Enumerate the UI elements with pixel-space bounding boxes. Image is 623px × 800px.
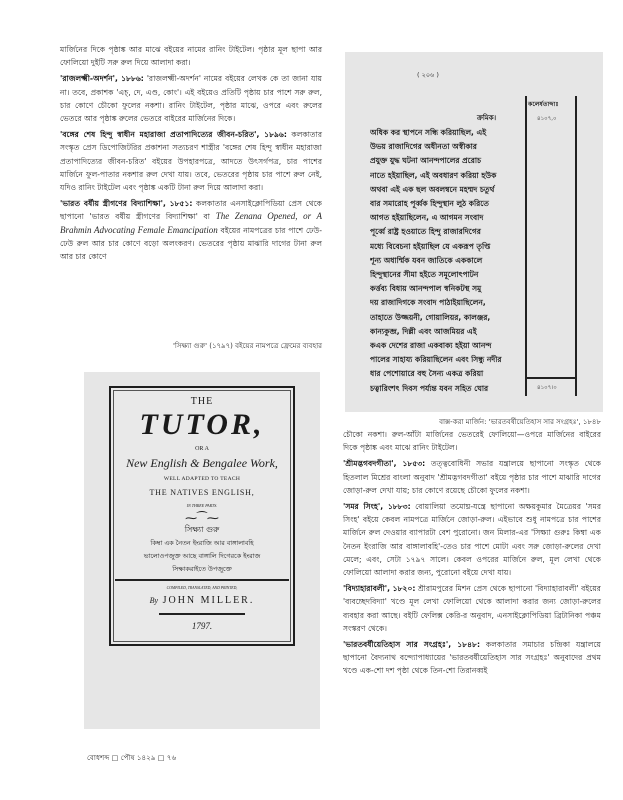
entry-title: 'ভারতবর্ষীয়েতিহাস সার সংগ্রহঃ', ১৮৪৮: (343, 640, 480, 650)
scan-text-line: হিন্দুস্থানের সীমা হইতে সমূলোৎপাটন (370, 270, 479, 280)
scan-text-line: চত্বারিংশৎ দিবস পর্য্যন্ত যবন সহিত ঘোর (370, 383, 489, 393)
short-rule (159, 613, 245, 615)
margin-box-right-rule (575, 96, 577, 396)
entry-title: 'ভারত বর্ষীয় স্ত্রীগণের বিদ্যাশিক্ষা', ১৮৫১: (60, 199, 193, 209)
footer-separator-icon: □ (111, 753, 119, 762)
scan-text-line: কর্ত্তব্য বিধায় আনন্দপাল স্বনিকটস্থ সমু (370, 284, 482, 294)
footer-separator-icon: □ (157, 753, 165, 762)
paragraph-intro: মার্জিনের দিকে পৃষ্ঠাঙ্ক আর মাঝে বইয়ের নামের রানিং টাইটেল। পৃষ্ঠার মূল ছাপা আর ফোলিয়ো দুইটি সরু রুল দিয়ে আলাদা করা। (60, 45, 322, 68)
entry-title: 'সমর সিংহ', ১৮৮৩: (343, 502, 411, 512)
scan-parts: IN THREE PARTS. (186, 503, 218, 508)
scan-text-line: অধিক কর স্থাপনে সন্ধি করিয়াছিল, এই (370, 128, 487, 137)
scan-compiled: COMPILED, TRANSLATED, AND PRINTED, (166, 586, 238, 590)
scan-subtitle: New English & Bengalee Work, (126, 456, 278, 470)
scan-text-line: কান্যকুব্জ, দিল্লী এবং আজমিয়র এই (370, 326, 477, 336)
footer-magazine: বোধশব্দ (87, 753, 110, 762)
scan-body-text (370, 126, 523, 396)
scan-bengali-line1: কিম্বা এক নৈতন ইংরাজি আর বাঙ্গালাবহি (150, 539, 254, 547)
scan-text-line: বার সমারোহ পূর্ব্বক হিন্দুস্থান লুঠ করিতে (370, 199, 489, 209)
entry-title: 'বিদ্যাহারাবলী', ১৮২০: (343, 584, 416, 594)
scan-natives: THE NATIVES ENGLISH, (149, 488, 255, 497)
paragraph-samar-singha: 'সমর সিংহ', ১৮৮৩: বোয়ালিয়া তমোঘ্ন-যন্ত্রে ছাপানো অক্ষয়কুমার মৈত্রেয়র 'সমর সিংহ' বইয়ে কেবল নামপত্রে মার্জিনে জোড়া-রুল। এইভাবে শুধু নামপত্রে চার পাশের মার্জিনে রুল দেওয়ার ব্যাপারটা বেশ পুরোনো। জন মিলার-এর 'সিক্ষ্যা গুরুঃ কিম্বা এক নৈতন ইংরাজি আর বাঙ্গালাবহি'-তেও চার পাশে মোটা এবং সরু জোড়া-রুলের দেখা মেলে; এবং, সেটা ১৭৯৭ সালে। কেবল ওপরের মার্জিনে রুল, মূল লেখা থেকে ফোলিয়ো আলাদা করার জন্য, পুরোনো বইয়ে দেখা যায়। (343, 502, 601, 578)
scan-text-line: মধ্যে বিবেচনা হইয়াছিল যে একরূপ তৃপ্তি (370, 241, 491, 251)
flourish-ornament: ⁓⁀⁓ (185, 511, 219, 525)
scan-bengali-line3: সিক্ষাকরাইতে উপজুক্তে (172, 565, 232, 573)
paragraph-bharatbarshiyetihas: 'ভারতবর্ষীয়েতিহাস সার সংগ্রহঃ', ১৮৪৮: কলকাতার সমাচার চন্দ্রিকা যন্ত্রালয়ে ছাপানো বৈদ্যনাথ বন্দ্যোপাধ্যায়ের 'ভারতবর্ষীয়েতিহাস সার সংগ্রহঃ' অনুবাদের প্রথম খণ্ডে এক-শো দশ পৃষ্ঠা থেকে তিন-শো তিরানব্বই (343, 640, 601, 676)
scan-text-line: উভয় রাজাদিগের অধীনতা অস্বীকার (370, 142, 477, 152)
right-text-column (343, 428, 601, 681)
scan-side-year-top: ৪১০৭,০ (537, 116, 557, 122)
footer-issue: পৌষ ১৪২৯ (120, 753, 156, 762)
scan-bengali-title: সিক্ষ্যা গুরু (184, 525, 220, 534)
english-title: The Zenana Opened, or A Brahmin Advocating Female Emancipation (60, 211, 322, 235)
tutor-title-page-image (84, 372, 320, 729)
scan-author-line: By JOHN MILLER. (149, 595, 255, 606)
paragraph-vidyaharabali: 'বিদ্যাহারাবলী', ১৮২০: শ্রীরামপুরের মিশন প্রেস থেকে ছাপানো 'বিদ্যাহারাবলী' বইয়ের 'ব্যবচ্ছেদবিদ্যা' খণ্ডে মূল লেখা ফোলিয়ো থেকে আলাদা করার জন্য জোড়া-রুলের ব্যবহার করা আছে। বইটি ফেলিক্স কেরি-র অনুবাদ, এনসাইক্লোপিডিয়া ব্রিটানিকা পঞ্চম সংস্করণ থেকে। (343, 584, 601, 633)
paragraph-gita: 'শ্রীমদ্ভগবদগীতা', ১৮৫৩: তত্ত্ববোধিনী সভার যন্ত্রালয়ে ছাপানো সংস্কৃত থেকে হিতলাল মিশ্রের বাংলা অনুবাদ 'শ্রীমদ্ভগবদগীতা' বইয়ে পৃষ্ঠার চার পাশে মাঝারি দাগের জোড়া-রুল দেখা যায়; চার কোণে রয়েছে চৌকো ফুলের নকশা। (343, 459, 601, 495)
title-page-frame (109, 386, 295, 646)
scan-the: THE (190, 396, 214, 407)
scan-year: 1797. (191, 621, 213, 631)
scan-text-line: পূর্ব্বে রাষ্ট্র হওয়াতে হিন্দু রাজারদিগের (370, 227, 481, 237)
entry-title: 'শ্রীমদ্ভগবদগীতা', ১৮৫৩: (343, 459, 426, 469)
scan-bengali-line2: ভালোওপজুক্ত আছে বাঙ্গালি দিগেরকে ইংরাজ (143, 552, 261, 560)
scan-text-line: ধার পেশোয়ারে বহু সৈন্য একত্র করিয়া (370, 369, 484, 379)
left-text-column (60, 43, 322, 266)
tutor-caption: 'সিক্ষ্যা গুরু' (১৭৯৭) বইয়ের নামপত্রে ফ্রেমের ব্যবহার (173, 342, 322, 350)
boxed-margin-page-image (345, 52, 603, 412)
scan-text-line: প্রযুক্ত যুদ্ধ ঘটনা আনন্দপালের প্ররোচ (370, 156, 482, 166)
scan-side-year-bottom: ৪১০৭।০ (537, 385, 557, 391)
scan-text-line: শূন্য অধার্ম্মিক যবন জাতিকে এককালে (370, 255, 483, 265)
scan-page-number: ( ২০৬ ) (417, 71, 439, 79)
scan-side-heading: কলের্ষতাব্দাঃ (528, 101, 559, 108)
entry-title: 'বঙ্গের শেষ হিন্দু স্বাধীন মহারাজা প্রতাপাদিত্যের জীবন-চরিত', ১৮৯৬: (60, 130, 287, 140)
scan-text-line: আগত হইয়াছিলেন, এ আগমন সংবাদ (370, 213, 484, 223)
scan-text-line: নাতে হইয়াছিল, এই অবধারণ করিয়া হউক (370, 170, 497, 180)
scan-text-line: অথবা এই এক ছল অবলম্বনে মহম্মদ চতুর্থ (370, 184, 495, 194)
divider-rule (115, 579, 289, 581)
page-footer (87, 753, 176, 765)
footer-page-number: ৭৬ (166, 753, 177, 762)
margin-box-bottom-rule (525, 377, 577, 379)
paragraph-pratapaditya: 'বঙ্গের শেষ হিন্দু স্বাধীন মহারাজা প্রতাপাদিত্যের জীবন-চরিত', ১৮৯৬: কলকাতার সংস্কৃত প্রেস ডিপোজিটরির প্রকাশনা সত্যচরণ শাস্ত্রীর 'বঙ্গের শেষ হিন্দু স্বাধীন মহারাজা প্রতাপাদিত্যের জীবন-চরিত' বইয়ের উপহারপত্রে, আদতে উৎসর্গপত্র, চার পাশের মার্জিনে ফুল-পাতার নকশার রুল দেখা যায়। তবে, ভেতরের পৃষ্ঠায় চার পাশে রুল নেই, যদিও রানিং টাইটেল এবং পৃষ্ঠাঙ্ক একটি টানা রুল দিয়ে আলাদা করা। (60, 130, 322, 193)
scan-text-line: পালের সাহায্য করিয়াছিলেন এবং সিন্ধু নদীর (370, 355, 502, 365)
scan-text-line: তাহাতে উজ্জয়নী, গোয়ালিয়র, কালঞ্জর, (370, 312, 491, 322)
paragraph-continuation: চৌকো নকশা। রুল-আঁটা মার্জিনের ভেতরেই ফোলিয়ো—ওপরে মার্জিনের বাইরের দিকে পৃষ্ঠাঙ্ক এবং মাঝে রানিং টাইটেল। (343, 430, 601, 453)
scan-or: OR A (195, 446, 209, 452)
margin-box-left-rule (525, 96, 527, 396)
scan-label: ক্রমিক। (477, 114, 497, 122)
scan-tutor: TUTOR, (139, 408, 265, 441)
scan-text-line: দয় রাজাদিগকে সংবাদ পাঠাইয়াছিলেন, (370, 298, 486, 308)
entry-title: 'রাজলক্ষ্মী-অদর্শন', ১৮৮৬: (60, 74, 144, 84)
scan-text-line: কএক দেশের রাজা একবাক্য হইয়া আনন্দ (370, 341, 492, 351)
scan-adapted: WELL ADAPTED TO TEACH (163, 476, 241, 482)
paragraph-stri-shiksha: 'ভারত বর্ষীয় স্ত্রীগণের বিদ্যাশিক্ষা', ১৮৫১: কলকাতার এনসাইক্লোপিডিয়া প্রেস থেকে ছাপানো 'ভারত বর্ষীয় স্ত্রীগণের বিদ্যাশিক্ষা' বা The Zenana Opened, or A Brahmin Advocating Female Emancipation বইয়ের নামপত্রের চার পাশে ঢেউ-ঢেউ রুল আর চার কোণে বড়ো অলংকরণ। ভেতরের পৃষ্ঠায় মাঝারি দাগের টানা রুল আর চার কোণে (60, 199, 322, 262)
paragraph-rajalakshmi: 'রাজলক্ষ্মী-অদর্শন', ১৮৮৬: 'রাজলক্ষ্মী-অদর্শন' নামের বইয়ের লেখক কে তা জানা যায় না। তবে, প্রকাশক 'এচ্, দে, এণ্ড, কোং'। এই বইয়েও প্রতিটি পৃষ্ঠায় চার পাশে সরু রুল, চার কোণে চৌকো ফুলের নকশা। রানিং টাইটেল, পৃষ্ঠার মাঝে, ওপরে এবং রুলের ভেতরে আর পৃষ্ঠাঙ্ক রুলের ভেতরে বাইরের মার্জিনের দিকে। (60, 74, 323, 124)
boxed-margin-caption: বাক্স-করা মার্জিন: 'ভারতবর্ষীয়েতিহাস সার সংগ্রহঃ', ১৮৪৮ (439, 418, 601, 426)
